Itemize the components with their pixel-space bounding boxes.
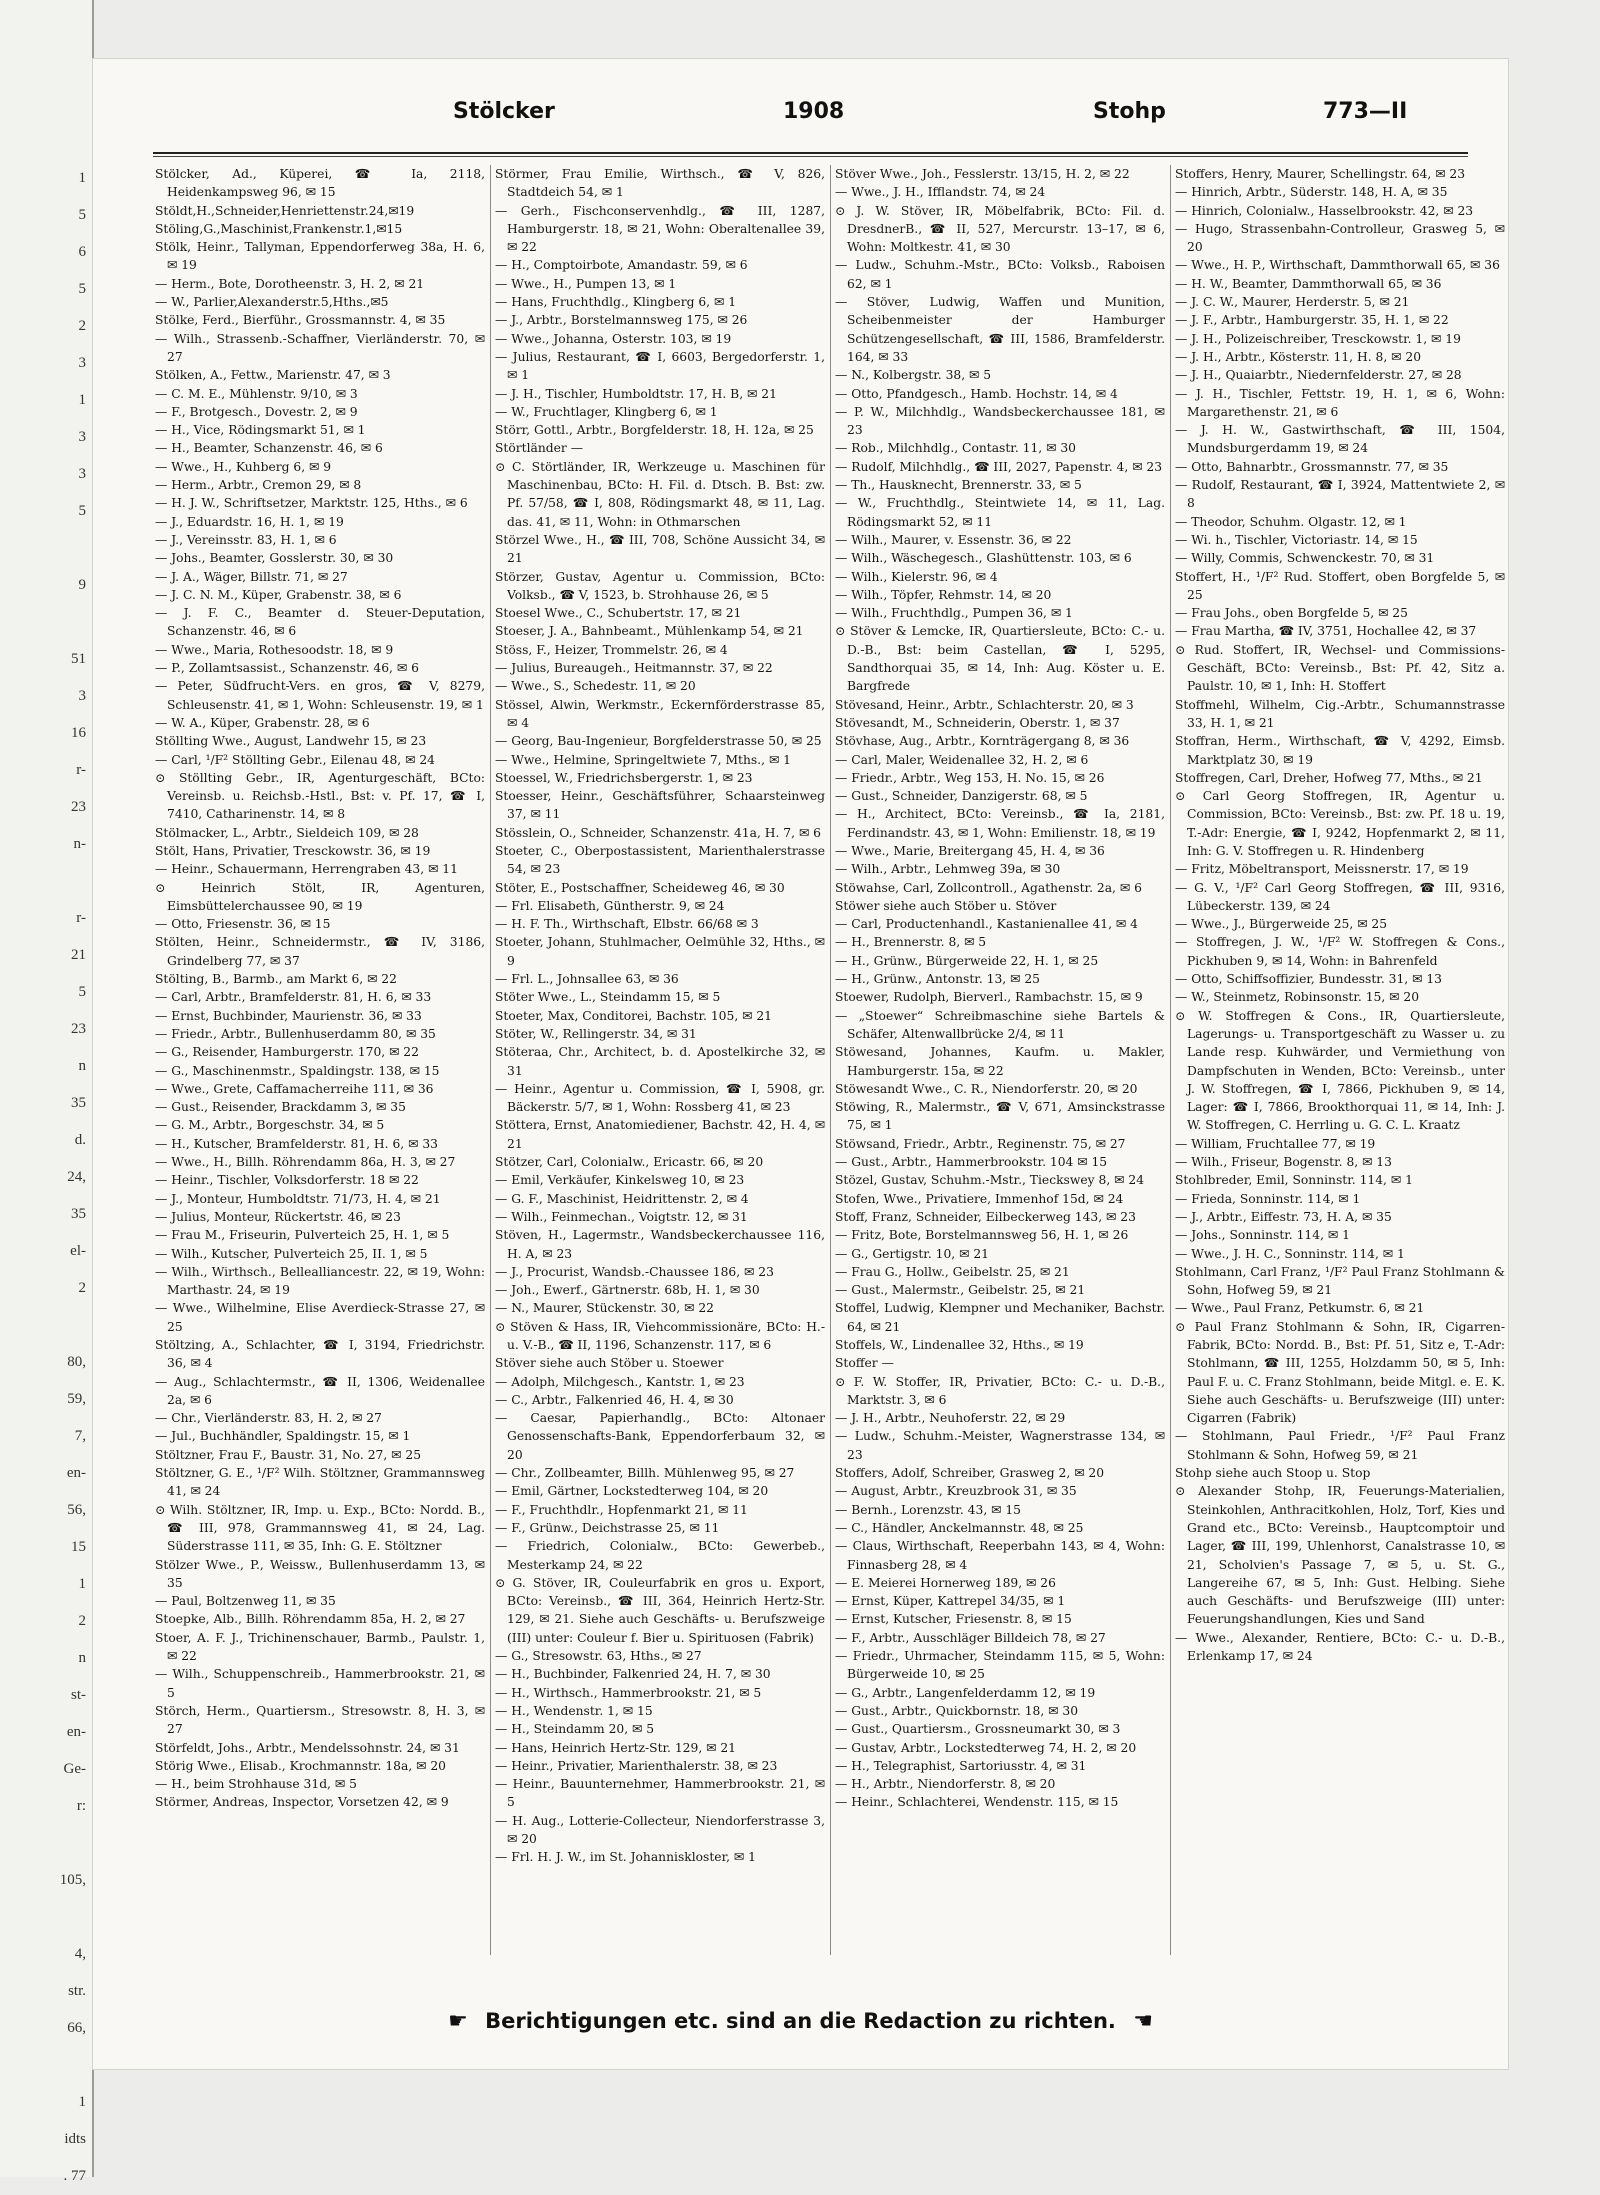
directory-entry: — Wwe., J. H., Ifflandstr. 74, ✉ 24 xyxy=(835,185,1046,200)
directory-entry: — Stohlmann, Paul Friedr., ¹/F² Paul Franz Stohlmann & Sohn, Hofweg 59, ✉ 21 xyxy=(1175,1429,1505,1462)
directory-entry: — Heinr., Bauunternehmer, Hammerbrookstr. 21, ✉ 5 xyxy=(495,1777,825,1810)
directory-entry: Stoffer — xyxy=(835,1356,894,1371)
directory-entry: Stoepke, Alb., Billh. Röhrendamm 85a, H. 2, ✉ 27 xyxy=(155,1612,466,1627)
directory-entry: — J. H., Quaiarbtr., Niedernfelderstr. 27, ✉ 28 xyxy=(1175,368,1462,383)
directory-entry: — Ludw., Schuhm.-Meister, Wagnerstrasse 134, ✉ 23 xyxy=(835,1429,1165,1462)
directory-entry: Stoessel, W., Friedrichsbergerstr. 1, ✉ 23 xyxy=(495,770,753,785)
directory-entry: — Wwe., Grete, Caffamacherreihe 111, ✉ 36 xyxy=(155,1081,434,1096)
directory-entry: — Fritz, Möbeltransport, Meissnerstr. 17, ✉ 19 xyxy=(1175,862,1469,877)
directory-entry: — Paul, Boltzenweg 11, ✉ 35 xyxy=(155,1594,336,1609)
directory-entry: Stövhase, Aug., Arbtr., Kornträgergang 8, ✉ 36 xyxy=(835,734,1130,749)
directory-entry: — G., Reisender, Hamburgerstr. 170, ✉ 22 xyxy=(155,1045,419,1060)
directory-entry: — J., Monteur, Humboldtstr. 71/73, H. 4, ✉ 21 xyxy=(155,1191,441,1206)
directory-entry: Stössel, Alwin, Werkmstr., Eckernförderstrasse 85, ✉ 4 xyxy=(495,697,825,730)
directory-entry: — Wilh., Feinmechan., Voigtstr. 12, ✉ 31 xyxy=(495,1209,748,1224)
directory-entry: — Gustav, Arbtr., Lockstedterweg 74, H. 2, ✉ 20 xyxy=(835,1740,1137,1755)
directory-entry: Stölken, A., Fettw., Marienstr. 47, ✉ 3 xyxy=(155,368,391,383)
directory-entry: Stöven, H., Lagermstr., Wandsbeckerchaussee 116, H. A, ✉ 23 xyxy=(495,1228,825,1261)
directory-entry: — H., Comptoirbote, Amandastr. 59, ✉ 6 xyxy=(495,258,748,273)
directory-entry: — Stöver, Ludwig, Waffen und Munition, Scheibenmeister der Hamburger Schützengesellschaft, ☎ III, 1586, Bramfelderstr. 164, ✉ 33 xyxy=(835,295,1165,364)
directory-entry: Störch, Herm., Quartiersm., Stresowstr. 8, H. 3, ✉ 27 xyxy=(155,1703,485,1737)
directory-entry: Stoffmehl, Wilhelm, Cig.-Arbtr., Schumannstrasse 33, H. 1, ✉ 21 xyxy=(1175,697,1505,730)
directory-entry: — Wwe., H., Billh. Röhrendamm 86a, H. 3, ✉ 27 xyxy=(155,1155,456,1170)
directory-entry: — Ludw., Schuhm.-Mstr., BCto: Volksb., Raboisen 62, ✉ 1 xyxy=(835,258,1165,291)
directory-entry: — Th., Hausknecht, Brennerstr. 33, ✉ 5 xyxy=(835,478,1082,493)
directory-entry: — Georg, Bau-Ingenieur, Borgfelderstrasse 50, ✉ 25 xyxy=(495,734,822,749)
directory-entry: Stoeter, Johann, Stuhlmacher, Oelmühle 32, Hths., ✉ 9 xyxy=(495,935,825,968)
directory-entry: — F., Grünw., Deichstrasse 25, ✉ 11 xyxy=(495,1520,720,1535)
directory-entry: Stöttera, Ernst, Anatomiediener, Bachstr. 42, H. 4, ✉ 21 xyxy=(495,1118,825,1151)
directory-entry: — Frl. L., Johnsallee 63, ✉ 36 xyxy=(495,972,679,987)
directory-entry: Stöter, E., Postschaffner, Scheideweg 46, ✉ 30 xyxy=(495,880,785,895)
directory-entry: ⊙ W. Stoffregen & Cons., IR, Quartiersleute, Lagerungs- u. Transportgeschäft zu Wasser u. zu Lande resp. Kuhwärder, und Vermiethung von Dampfschuten in Wenden, BCto: Vereinsb., unter J. W. Stoffregen, ☎ I, 7866, Pickhuben 9, ✉ 14, Lager: ☎ I, 7866, Brookthorquai 11, ✉ 14, Inh: J. W. Stoffregen, C. Herrling u. G. C. L. Kraatz xyxy=(1175,1008,1505,1133)
directory-entry: — Wilh., Kutscher, Pulverteich 25, II. 1, ✉ 5 xyxy=(155,1246,428,1261)
directory-entry: Stoffels, W., Lindenallee 32, Hths., ✉ 19 xyxy=(835,1338,1084,1352)
directory-entry: Stöllting Wwe., August, Landwehr 15, ✉ 23 xyxy=(155,734,427,749)
directory-entry: Stohp siehe auch Stoop u. Stop xyxy=(1175,1466,1371,1481)
directory-entry: — Ernst, Kutscher, Friesenstr. 8, ✉ 15 xyxy=(835,1612,1072,1627)
directory-entry: — Chr., Vierländerstr. 83, H. 2, ✉ 27 xyxy=(155,1411,382,1426)
directory-entry: — Herm., Arbtr., Cremon 29, ✉ 8 xyxy=(155,478,362,493)
directory-entry: Stoewer, Rudolph, Bierverl., Rambachstr. 15, ✉ 9 xyxy=(835,990,1143,1005)
directory-entry: Stöteraa, Chr., Architect, b. d. Apostelkirche 32, ✉ 31 xyxy=(495,1045,825,1078)
directory-entry: — Gust., Arbtr., Quickbornstr. 18, ✉ 30 xyxy=(835,1703,1079,1718)
directory-entry: Stoffran, Herm., Wirthschaft, ☎ V, 4292, Eimsb. Marktplatz 30, ✉ 19 xyxy=(1175,734,1505,767)
directory-entry: — Stoffregen, J. W., ¹/F² W. Stoffregen & Cons., Pickhuben 9, ✉ 14, Wohn: in Bahrenfeld xyxy=(1175,935,1505,968)
directory-entry: — W., Parlier,Alexanderstr.5,Hths.,✉5 xyxy=(155,295,389,310)
directory-entry: — Frau Martha, ☎ IV, 3751, Hochallee 42, ✉ 37 xyxy=(1175,624,1477,639)
footer-text: Berichtigungen etc. sind an die Redaction zu richten. xyxy=(485,2009,1116,2033)
directory-entry: — Rudolf, Milchhdlg., ☎ III, 2027, Papenstr. 4, ✉ 23 xyxy=(835,459,1163,474)
directory-entry: Stöter, W., Rellingerstr. 34, ✉ 31 xyxy=(495,1026,697,1041)
directory-entry: — Wwe., H., Pumpen 13, ✉ 1 xyxy=(495,276,677,291)
directory-entry: ⊙ Heinrich Stölt, IR, Agenturen, Eimsbüttelerchaussee 90, ✉ 19 xyxy=(155,880,485,913)
directory-entry: — H., Kutscher, Bramfelderstr. 81, H. 6, ✉ 33 xyxy=(155,1136,438,1151)
directory-entry: — Heinr., Schlachterei, Wendenstr. 115, ✉ 15 xyxy=(835,1795,1119,1810)
directory-entry: ⊙ Stöver & Lemcke, IR, Quartiersleute, BCto: C.- u. D.-B., Bst: beim Castellan, ☎ I, 5295, Sandthorquai 35, ✉ 14, Inh: Aug. Köster u. E. Bargfrede xyxy=(835,624,1165,694)
directory-entry: — Friedr., Uhrmacher, Steindamm 115, ✉ 5, Wohn: Bürgerweide 10, ✉ 25 xyxy=(835,1649,1165,1682)
directory-entry: — C. M. E., Mühlenstr. 9/10, ✉ 3 xyxy=(155,386,358,401)
directory-entry: — H., Buchbinder, Falkenried 24, H. 7, ✉ 30 xyxy=(495,1667,771,1682)
directory-entry: Stöver Wwe., Joh., Fesslerstr. 13/15, H. 2, ✉ 22 xyxy=(835,167,1130,181)
directory-entry: — Julius, Monteur, Rückertstr. 46, ✉ 23 xyxy=(155,1209,401,1224)
directory-entry: — Adolph, Milchgesch., Kantstr. 1, ✉ 23 xyxy=(495,1374,745,1389)
directory-entry: — J. H., Arbtr., Kösterstr. 11, H. 8, ✉ 20 xyxy=(1175,349,1422,364)
directory-entry: ⊙ C. Störtländer, IR, Werkzeuge u. Maschinen für Maschinenbau, BCto: H. Fil. d. Dtsch. B. Bst: zw. Pf. 57/58, ☎ I, 808, Rödingsmarkt 48, ✉ 11, Lag. das. 41, ✉ 11, Wohn: in Othmarschen xyxy=(495,459,825,529)
directory-entry: Stölmacker, L., Arbtr., Sieldeich 109, ✉ 28 xyxy=(155,825,419,840)
directory-entry: Stölten, Heinr., Schneidermstr., ☎ IV, 3186, Grindelberg 77, ✉ 37 xyxy=(155,935,485,968)
directory-entry: Störfeldt, Johs., Arbtr., Mendelssohnstr. 24, ✉ 31 xyxy=(155,1740,460,1755)
directory-entry: Stofen, Wwe., Privatiere, Immenhof 15d, ✉ 24 xyxy=(835,1191,1124,1206)
directory-entry: — H., Beamter, Schanzenstr. 46, ✉ 6 xyxy=(155,441,383,456)
directory-entry: — Chr., Zollbeamter, Billh. Mühlenweg 95, ✉ 27 xyxy=(495,1466,795,1481)
directory-entry: — Wilh., Töpfer, Rehmstr. 14, ✉ 20 xyxy=(835,587,1052,602)
directory-entry: — P., Zollamtsassist., Schanzenstr. 46, ✉ 6 xyxy=(155,661,419,676)
directory-entry: — Bernh., Lorenzstr. 43, ✉ 15 xyxy=(835,1502,1022,1517)
directory-entry: — C., Arbtr., Falkenried 46, H. 4, ✉ 30 xyxy=(495,1392,734,1407)
directory-entry: ⊙ Wilh. Stöltzner, IR, Imp. u. Exp., BCto: Nordd. B., ☎ III, 978, Grammannsweg 41, ✉ 24, Lag. Süderstrasse 111, ✉ 35, Inh: G. E. Stöltzner xyxy=(155,1502,485,1554)
directory-entry: — Wwe., Johanna, Osterstr. 103, ✉ 19 xyxy=(495,331,732,346)
directory-entry: Stohlbreder, Emil, Sonninstr. 114, ✉ 1 xyxy=(1175,1173,1413,1188)
directory-entry: — W., Fruchtlager, Klingberg 6, ✉ 1 xyxy=(495,404,718,419)
directory-entry: — H., Steindamm 20, ✉ 5 xyxy=(495,1722,655,1737)
directory-entry: Störmer, Frau Emilie, Wirthsch., ☎ V, 826, Stadtdeich 54, ✉ 1 xyxy=(495,167,825,200)
directory-entry: — Otto, Pfandgesch., Hamb. Hochstr. 14, ✉ 4 xyxy=(835,386,1118,401)
directory-entry: Stötzer, Carl, Colonialw., Ericastr. 66, ✉ 20 xyxy=(495,1155,764,1170)
directory-entry: — H., Brennerstr. 8, ✉ 5 xyxy=(835,935,987,950)
directory-entry: — Friedr., Arbtr., Weg 153, H. No. 15, ✉ 26 xyxy=(835,770,1105,785)
directory-entry: Stoeter, Max, Conditorei, Bachstr. 105, ✉ 21 xyxy=(495,1008,772,1023)
directory-entry: Stöter Wwe., L., Steindamm 15, ✉ 5 xyxy=(495,990,721,1005)
directory-entry: — Ernst, Küper, Kattrepel 34/35, ✉ 1 xyxy=(835,1594,1066,1609)
directory-entry: — P. W., Milchhdlg., Wandsbeckerchaussee 181, ✉ 23 xyxy=(835,404,1165,438)
directory-entry: — Gust., Schneider, Danzigerstr. 68, ✉ 5 xyxy=(835,789,1088,804)
directory-entry: — G. F., Maschinist, Heidrittenstr. 2, ✉ 4 xyxy=(495,1191,749,1206)
directory-entry: Stöltzner, G. E., ¹/F² Wilh. Stöltzner, Grammannsweg 41, ✉ 24 xyxy=(155,1466,485,1499)
directory-entry: Stoer, A. F. J., Trichinenschauer, Barmb., Paulstr. 1, ✉ 22 xyxy=(155,1630,485,1664)
directory-entry: — J. C. W., Maurer, Herderstr. 5, ✉ 21 xyxy=(1175,295,1410,310)
directory-entry: — Jul., Buchhändler, Spaldingstr. 15, ✉ 1 xyxy=(155,1429,411,1444)
directory-entry: Störmer, Andreas, Inspector, Vorsetzen 42, ✉ 9 xyxy=(155,1795,449,1810)
directory-entry: — Wilh., Arbtr., Lehmweg 39a, ✉ 30 xyxy=(835,862,1061,877)
directory-entry: — F., Brotgesch., Dovestr. 2, ✉ 9 xyxy=(155,404,358,419)
directory-entry: — Wwe., Marie, Breitergang 45, H. 4, ✉ 36 xyxy=(835,843,1105,858)
directory-entry: — Wwe., S., Schedestr. 11, ✉ 20 xyxy=(495,679,696,694)
directory-entry: — Wwe., Paul Franz, Petkumstr. 6, ✉ 21 xyxy=(1175,1301,1425,1316)
directory-entry: — G., Maschinenmstr., Spaldingstr. 138, ✉ 15 xyxy=(155,1063,440,1078)
directory-entry: Stövesand, Heinr., Arbtr., Schlachterstr. 20, ✉ 3 xyxy=(835,697,1134,712)
directory-entry: — J. H. W., Gastwirthschaft, ☎ III, 1504, Mundsburgerdamm 19, ✉ 24 xyxy=(1175,423,1505,456)
directory-entry: — „Stoewer“ Schreibmaschine siehe Bartels & Schäfer, Altenwallbrücke 2/4, ✉ 11 xyxy=(835,1008,1165,1041)
directory-entry: Stöltzner, Frau F., Baustr. 31, No. 27, ✉ 25 xyxy=(155,1447,422,1462)
directory-entry: Stoffers, Henry, Maurer, Schellingstr. 64, ✉ 23 xyxy=(1175,167,1466,181)
directory-entry: — Heinr., Tischler, Volksdorferstr. 18 ✉ 22 xyxy=(155,1173,419,1188)
column-divider xyxy=(1170,165,1171,1955)
directory-entry: — Frau G., Hollw., Geibelstr. 25, ✉ 21 xyxy=(835,1264,1070,1279)
directory-entry: ⊙ Carl Georg Stoffregen, IR, Agentur u. Commission, BCto: Vereinsb., Bst: zw. Pf. 18 u. 19, T.-Adr: Energie, ☎ I, 9242, Hopfenmarkt 2, ✉ 11, Inh: G. V. Stoffregen u. R. Hindenberg xyxy=(1175,789,1505,858)
directory-entry: — H. W., Beamter, Dammthorwall 65, ✉ 36 xyxy=(1175,276,1442,291)
directory-entry: — Gust., Reisender, Brackdamm 3, ✉ 35 xyxy=(155,1100,406,1115)
column-4 xyxy=(1175,165,1505,1955)
header-rule xyxy=(153,152,1468,154)
directory-entry: Stövesandt, M., Schneiderin, Oberstr. 1, ✉ 37 xyxy=(835,715,1120,730)
adjacent-page-strip xyxy=(0,0,94,2184)
directory-entry: — Willy, Commis, Schwenckestr. 70, ✉ 31 xyxy=(1175,551,1435,566)
directory-entry: — Otto, Schiffsoffizier, Bundesstr. 31, ✉ 13 xyxy=(1175,972,1442,987)
directory-entry: — Wilh., Wirthsch., Bellealliancestr. 22, ✉ 19, Wohn: Marthastr. 24, ✉ 19 xyxy=(155,1264,485,1298)
directory-entry: Störig Wwe., Elisab., Krochmannstr. 18a, ✉ 20 xyxy=(155,1758,446,1773)
directory-entry: — Otto, Friesenstr. 36, ✉ 15 xyxy=(155,917,331,932)
directory-entry: — Wilh., Kielerstr. 96, ✉ 4 xyxy=(835,569,998,584)
directory-entry: — Julius, Restaurant, ☎ I, 6603, Bergedorferstr. 1, ✉ 1 xyxy=(495,349,825,383)
directory-entry: — Wwe., Helmine, Springeltwiete 7, Mths., ✉ 1 xyxy=(495,752,791,767)
directory-entry: — H., Grünw., Antonstr. 13, ✉ 25 xyxy=(835,972,1040,987)
directory-entry: Störtländer — xyxy=(495,441,584,456)
directory-entry: — J., Procurist, Wandsb.-Chaussee 186, ✉ 23 xyxy=(495,1264,774,1279)
directory-entry: — Otto, Bahnarbtr., Grossmannstr. 77, ✉ 35 xyxy=(1175,459,1449,474)
directory-entry: — Gerh., Fischconservenhdlg., ☎ III, 1287, Hamburgerstr. 18, ✉ 21, Wohn: Oberaltenallee 39, ✉ 22 xyxy=(495,203,825,255)
column-2 xyxy=(495,165,825,1955)
header-rule-thin xyxy=(153,156,1468,157)
directory-entry: — H. Aug., Lotterie-Collecteur, Niendorferstrasse 3, ✉ 20 xyxy=(495,1813,825,1847)
header-first-entry: Stölcker xyxy=(453,99,555,124)
directory-entry: — H., Arbtr., Niendorferstr. 8, ✉ 20 xyxy=(835,1777,1056,1792)
directory-entry: — J. A., Wäger, Billstr. 71, ✉ 27 xyxy=(155,569,348,584)
directory-entry: — J. F., Arbtr., Hamburgerstr. 35, H. 1, ✉ 22 xyxy=(1175,313,1449,328)
directory-entry: ⊙ Alexander Stohp, IR, Feuerungs-Materialien, Steinkohlen, Anthracitkohlen, Holz, Torf, Kies und Grand etc., BCto: Vereinsb., Hauptcomptoir und Lager, ☎ III, 199, Uhlenhorst, Canalstrasse 10, ✉ 21, Scholvien's Passage 7, ✉ 5, u. St. G., Langereihe 67, ✉ 5, Inh: Gust. Helbing. Siehe auch Geschäfts- und Berufszweige (III) unter: Feuerungshandlungen, Kies und Sand xyxy=(1175,1484,1505,1627)
directory-entry: — J. H., Tischler, Fettstr. 19, H. 1, ✉ 6, Wohn: Margarethenstr. 21, ✉ 6 xyxy=(1175,386,1505,419)
directory-entry: Stölke, Ferd., Bierführ., Grossmannstr. 4, ✉ 35 xyxy=(155,313,446,328)
directory-entry: — G., Arbtr., Langenfelderdamm 12, ✉ 19 xyxy=(835,1685,1096,1700)
directory-entry: — J. C. N. M., Küper, Grabenstr. 38, ✉ 6 xyxy=(155,587,402,602)
directory-entry: — G. V., ¹/F² Carl Georg Stoffregen, ☎ III, 9316, Lübeckerstr. 139, ✉ 24 xyxy=(1175,880,1505,913)
footer-notice xyxy=(93,2009,1508,2034)
directory-entry: — Theodor, Schuhm. Olgastr. 12, ✉ 1 xyxy=(1175,514,1407,529)
directory-entry: — Frau Johs., oben Borgfelde 5, ✉ 25 xyxy=(1175,606,1408,621)
directory-entry: — Wwe., Maria, Rothesoodstr. 18, ✉ 9 xyxy=(155,642,394,657)
directory-entry: — Wwe., J. H. C., Sonninstr. 114, ✉ 1 xyxy=(1175,1246,1405,1261)
directory-entry: — Friedrich, Colonialw., BCto: Gewerbeb., Mesterkamp 24, ✉ 22 xyxy=(495,1539,825,1572)
directory-entry: — J. H., Arbtr., Neuhoferstr. 22, ✉ 29 xyxy=(835,1411,1066,1426)
directory-entry: Stöver siehe auch Stöber u. Stoewer xyxy=(495,1356,724,1371)
directory-entry: Stoffers, Adolf, Schreiber, Grasweg 2, ✉ 20 xyxy=(835,1466,1105,1481)
directory-entry: — Wwe., Alexander, Rentiere, BCto: C.- u. D.-B., Erlenkamp 17, ✉ 24 xyxy=(1175,1630,1505,1664)
directory-entry: — Hans, Fruchthdlg., Klingberg 6, ✉ 1 xyxy=(495,295,737,310)
directory-entry: — Carl, Maler, Weidenallee 32, H. 2, ✉ 6 xyxy=(835,752,1089,767)
directory-entry: — Ernst, Buchbinder, Maurienstr. 36, ✉ 33 xyxy=(155,1008,422,1023)
column-divider xyxy=(490,165,491,1955)
directory-entry: — Aug., Schlachtermstr., ☎ II, 1306, Weidenallee 2a, ✉ 6 xyxy=(155,1374,485,1407)
directory-entry: — Frl. Elisabeth, Güntherstr. 9, ✉ 24 xyxy=(495,898,725,913)
column-3 xyxy=(835,165,1165,1955)
directory-entry: Stoesel Wwe., C., Schubertstr. 17, ✉ 21 xyxy=(495,606,742,621)
directory-entry: — E. Meierei Hornerweg 189, ✉ 26 xyxy=(835,1575,1056,1590)
directory-entry: — Rob., Milchhdlg., Contastr. 11, ✉ 30 xyxy=(835,441,1076,456)
directory-entry: — H., Vice, Rödingsmarkt 51, ✉ 1 xyxy=(155,423,366,438)
directory-entry: Stölcker, Ad., Küperei, ☎ Ia, 2118, Heidenkampsweg 96, ✉ 15 xyxy=(155,167,485,200)
directory-entry: Stöwesand, Johannes, Kaufm. u. Makler, Hamburgerstr. 15a, ✉ 22 xyxy=(835,1045,1165,1078)
directory-entry: — Frau M., Friseurin, Pulverteich 25, H. 1, ✉ 5 xyxy=(155,1228,450,1243)
column-divider xyxy=(830,165,831,1955)
directory-entry: — H., Wendenstr. 1, ✉ 15 xyxy=(495,1703,653,1718)
directory-entry: Stöwsand, Friedr., Arbtr., Reginenstr. 75, ✉ 27 xyxy=(835,1136,1126,1151)
directory-entry: Stösslein, O., Schneider, Schanzenstr. 41a, H. 7, ✉ 6 xyxy=(495,825,821,840)
directory-entry: Stoffregen, Carl, Dreher, Hofweg 77, Mths., ✉ 21 xyxy=(1175,770,1483,785)
directory-entry: Stölting, B., Barmb., am Markt 6, ✉ 22 xyxy=(155,972,397,987)
directory-entry: — Caesar, Papierhandlg., BCto: Altonaer Genossenschafts-Bank, Eppendorferbaum 32, ✉ 20 xyxy=(495,1411,825,1462)
directory-entry: — W. A., Küper, Grabenstr. 28, ✉ 6 xyxy=(155,715,370,730)
directory-entry: — Rudolf, Restaurant, ☎ I, 3924, Mattentwiete 2, ✉ 8 xyxy=(1175,478,1505,511)
directory-entry: — Gust., Arbtr., Hammerbrookstr. 104 ✉ 15 xyxy=(835,1155,1108,1170)
directory-entry: Stöss, F., Heizer, Trommelstr. 26, ✉ 4 xyxy=(495,642,728,657)
directory-entry: — Wwe., J., Bürgerweide 25, ✉ 25 xyxy=(1175,917,1388,932)
directory-entry: — J., Eduardstr. 16, H. 1, ✉ 19 xyxy=(155,514,344,529)
directory-entry: — Emil, Verkäufer, Kinkelsweg 10, ✉ 23 xyxy=(495,1173,745,1188)
directory-entry: Störr, Gottl., Arbtr., Borgfelderstr. 18, H. 12a, ✉ 25 xyxy=(495,423,814,438)
directory-entry: Störzer, Gustav, Agentur u. Commission, BCto: Volksb., ☎ V, 1523, b. Strohhause 26, ✉ 5 xyxy=(495,569,825,602)
directory-entry: — Wilh., Schuppenschreib., Hammerbrookstr. 21, ✉ 5 xyxy=(155,1667,485,1700)
directory-entry: — Joh., Ewerf., Gärtnerstr. 68b, H. 1, ✉ 30 xyxy=(495,1283,760,1298)
header-year: 1908 xyxy=(783,99,845,124)
directory-entry: — Wilh., Friseur, Bogenstr. 8, ✉ 13 xyxy=(1175,1155,1392,1170)
directory-entry: — Johs., Sonninstr. 114, ✉ 1 xyxy=(1175,1228,1350,1243)
directory-entry: Stölt, Hans, Privatier, Tresckowstr. 36, ✉ 19 xyxy=(155,843,431,858)
directory-entry: — H. J. W., Schriftsetzer, Marktstr. 125, Hths., ✉ 6 xyxy=(155,496,468,511)
directory-entry: — G. M., Arbtr., Borgeschstr. 34, ✉ 5 xyxy=(155,1118,385,1133)
columns xyxy=(155,165,1510,1955)
directory-entry: — Friedr., Arbtr., Bullenhuserdamm 80, ✉ 35 xyxy=(155,1026,436,1041)
directory-entry: Stöwesandt Wwe., C. R., Niendorferstr. 20, ✉ 20 xyxy=(835,1081,1138,1096)
directory-entry: — J., Vereinsstr. 83, H. 1, ✉ 6 xyxy=(155,532,337,547)
directory-entry: — Hugo, Strassenbahn-Controlleur, Grasweg 5, ✉ 20 xyxy=(1175,221,1505,255)
directory-entry: — F., Arbtr., Ausschläger Billdeich 78, ✉ 27 xyxy=(835,1630,1106,1645)
directory-entry: Stoeter, C., Oberpostassistent, Marienthalerstrasse 54, ✉ 23 xyxy=(495,843,825,877)
directory-entry: — Wwe., Wilhelmine, Elise Averdieck-Strasse 27, ✉ 25 xyxy=(155,1301,485,1334)
directory-entry: — Hinrich, Colonialw., Hasselbrookstr. 42, ✉ 23 xyxy=(1175,203,1474,218)
directory-entry: ⊙ Rud. Stoffert, IR, Wechsel- und Commissions-Geschäft, BCto: Vereinsb., Bst: Pf. 42, Sitz a. Paulstr. 10, ✉ 1, Inh: H. Stoffert xyxy=(1175,642,1505,694)
directory-entry: — H., Telegraphist, Sartoriusstr. 4, ✉ 31 xyxy=(835,1758,1087,1773)
directory-entry: — Heinr., Schauermann, Herrengraben 43, ✉ 11 xyxy=(155,862,458,877)
directory-entry: — Hans, Heinrich Hertz-Str. 129, ✉ 21 xyxy=(495,1740,737,1755)
column-1 xyxy=(155,165,485,1955)
directory-entry: — Julius, Bureaugeh., Heitmannstr. 37, ✉ 22 xyxy=(495,661,773,676)
directory-entry: — Wwe., H. P., Wirthschaft, Dammthorwall 65, ✉ 36 xyxy=(1175,258,1500,273)
adjacent-page-fragments: 1 5 6 5 2 3 1 3 3 5 9 51 3 16 r- 23 n- r- 21 5 23 n 35 d. 24, 35 el- 2 80, 59, 7, en- 56, 15 1 2 n st- en- Ge- r: 105, 4, str. 66, 1 idts . 77 xyxy=(59,170,86,2184)
directory-entry: — Carl, Productenhandl., Kastanienallee 41, ✉ 4 xyxy=(835,917,1138,932)
directory-entry: — J. F. C., Beamter d. Steuer-Deputation, Schanzenstr. 46, ✉ 6 xyxy=(155,606,485,639)
directory-entry: Stöwahse, Carl, Zollcontroll., Agathenstr. 2a, ✉ 6 xyxy=(835,880,1142,895)
directory-entry: — Herm., Bote, Dorotheenstr. 3, H. 2, ✉ 21 xyxy=(155,276,425,291)
directory-entry: — Emil, Gärtner, Lockstedterweg 104, ✉ 20 xyxy=(495,1484,769,1499)
directory-entry: Stoffert, H., ¹/F² Rud. Stoffert, oben Borgfelde 5, ✉ 25 xyxy=(1175,569,1505,602)
directory-entry: — N., Kolbergstr. 38, ✉ 5 xyxy=(835,368,992,383)
directory-entry: — Wwe., H., Kuhberg 6, ✉ 9 xyxy=(155,459,332,474)
directory-entry: — J., Arbtr., Borstelmannsweg 175, ✉ 26 xyxy=(495,313,748,328)
directory-entry: Stohlmann, Carl Franz, ¹/F² Paul Franz Stohlmann & Sohn, Hofweg 59, ✉ 21 xyxy=(1175,1264,1505,1298)
directory-entry: Stoesser, Heinr., Geschäftsführer, Schaarsteinweg 37, ✉ 11 xyxy=(495,789,825,822)
directory-entry: Stöldt,H.,Schneider,Henriettenstr.24,✉19 xyxy=(155,203,415,218)
header-last-entry: Stohp xyxy=(1093,99,1166,124)
directory-entry: — Wilh., Wäschegesch., Glashüttenstr. 103, ✉ 6 xyxy=(835,551,1132,566)
directory-entry: ⊙ F. W. Stoffer, IR, Privatier, BCto: C.- u. D.-B., Marktstr. 3, ✉ 6 xyxy=(835,1374,1165,1407)
directory-entry: — Peter, Südfrucht-Vers. en gros, ☎ V, 8279, Schleusenstr. 41, ✉ 1, Wohn: Schleusenstr. 19, ✉ 1 xyxy=(155,679,485,712)
directory-entry: — H. F. Th., Wirthschaft, Elbstr. 66/68 ✉ 3 xyxy=(495,917,759,932)
directory-entry: Stöltzing, A., Schlachter, ☎ I, 3194, Friedrichstr. 36, ✉ 4 xyxy=(155,1338,485,1371)
directory-entry: — J. H., Polizeischreiber, Tresckowstr. 1, ✉ 19 xyxy=(1175,331,1461,346)
page-number: 773—II xyxy=(1323,99,1408,124)
directory-entry: — J., Arbtr., Eiffestr. 73, H. A, ✉ 35 xyxy=(1175,1209,1392,1224)
directory-entry: — Heinr., Privatier, Marienthalerstr. 38, ✉ 23 xyxy=(495,1758,778,1773)
pointing-hand-right-icon: ☛ xyxy=(448,2009,468,2034)
directory-entry: — Wilh., Strassenb.-Schaffner, Vierländerstr. 70, ✉ 27 xyxy=(155,331,485,364)
directory-entry: — Gust., Quartiersm., Grossneumarkt 30, ✉ 3 xyxy=(835,1722,1121,1737)
pointing-hand-left-icon: ☚ xyxy=(1133,2009,1153,2034)
directory-entry: Stöwer siehe auch Stöber u. Stöver xyxy=(835,898,1057,913)
page-header xyxy=(93,99,1508,159)
directory-entry: — C., Händler, Anckelmannstr. 48, ✉ 25 xyxy=(835,1520,1084,1535)
directory-entry: — Gust., Malermstr., Geibelstr. 25, ✉ 21 xyxy=(835,1283,1086,1298)
directory-entry: — Wi. h., Tischler, Victoriastr. 14, ✉ 15 xyxy=(1175,532,1418,547)
directory-entry: Stözel, Gustav, Schuhm.-Mstr., Tieckswey 8, ✉ 24 xyxy=(835,1173,1145,1188)
directory-entry: — H., Wirthsch., Hammerbrookstr. 21, ✉ 5 xyxy=(495,1685,762,1700)
directory-entry: — Carl, ¹/F² Stöllting Gebr., Eilenau 48, ✉ 24 xyxy=(155,752,435,767)
directory-entry: Stoeser, J. A., Bahnbeamt., Mühlenkamp 54, ✉ 21 xyxy=(495,624,804,639)
directory-entry: — Frieda, Sonninstr. 114, ✉ 1 xyxy=(1175,1191,1361,1206)
directory-entry: — N., Maurer, Stückenstr. 30, ✉ 22 xyxy=(495,1301,714,1316)
directory-entry: — Johs., Beamter, Gosslerstr. 30, ✉ 30 xyxy=(155,551,394,566)
directory-entry: — F., Fruchthdlr., Hopfenmarkt 21, ✉ 11 xyxy=(495,1502,748,1517)
directory-entry: — William, Fruchtallee 77, ✉ 19 xyxy=(1175,1136,1376,1151)
directory-entry: — H., Architect, BCto: Vereinsb., ☎ Ia, 2181, Ferdinandstr. 43, ✉ 1, Wohn: Emilienstr. 18, ✉ 19 xyxy=(835,807,1165,840)
directory-entry: Stöwing, R., Malermstr., ☎ V, 671, Amsinckstrasse 75, ✉ 1 xyxy=(835,1100,1165,1133)
directory-entry: — H., Grünw., Bürgerweide 22, H. 1, ✉ 25 xyxy=(835,953,1099,968)
directory-entry: Störzel Wwe., H., ☎ III, 708, Schöne Aussicht 34, ✉ 21 xyxy=(495,532,825,566)
directory-entry: — Wilh., Maurer, v. Essenstr. 36, ✉ 22 xyxy=(835,532,1072,547)
directory-entry: — G., Gertigstr. 10, ✉ 21 xyxy=(835,1246,989,1261)
directory-entry: — Claus, Wirthschaft, Reeperbahn 143, ✉ 4, Wohn: Finnasberg 28, ✉ 4 xyxy=(835,1539,1165,1572)
directory-entry: ⊙ Paul Franz Stohlmann & Sohn, IR, Cigarren-Fabrik, BCto: Nordd. B., Bst: Pf. 51, Sitz e, T.-Adr: Stohlmann, ☎ III, 1255, Holzdamm 50, ✉ 5, Inh: Paul F. u. C. Franz Stohlmann, beide Mitgl. e. E. K. Siehe auch Geschäfts- u. Berufszweige (III) unter: Cigarren (Fabrik) xyxy=(1175,1319,1505,1426)
directory-entry: — W., Steinmetz, Robinsonstr. 15, ✉ 20 xyxy=(1175,990,1420,1005)
directory-entry: — Heinr., Agentur u. Commission, ☎ I, 5908, gr. Bäckerstr. 5/7, ✉ 1, Wohn: Rossberg 41, ✉ 23 xyxy=(495,1081,825,1115)
directory-entry: — J. H., Tischler, Humboldtstr. 17, H. B, ✉ 21 xyxy=(495,386,777,401)
directory-entry: ⊙ Stöllting Gebr., IR, Agenturgeschäft, BCto: Vereinsb. u. Reichsb.-Hstl., Bst: v. Pf. 17, ☎ I, 7410, Catharinenstr. 14, ✉ 8 xyxy=(155,770,485,822)
directory-entry: — Fritz, Bote, Borstelmannsweg 56, H. 1, ✉ 26 xyxy=(835,1228,1129,1243)
directory-entry: Stölzer Wwe., P., Weissw., Bullenhuserdamm 13, ✉ 35 xyxy=(155,1557,485,1590)
directory-page xyxy=(92,58,1509,2070)
directory-entry: Stölk, Heinr., Tallyman, Eppendorferweg 38a, H. 6, ✉ 19 xyxy=(155,240,485,273)
directory-entry: — Frl. H. J. W., im St. Johanniskloster, ✉ 1 xyxy=(495,1850,756,1865)
directory-entry: — Wilh., Fruchthdlg., Pumpen 36, ✉ 1 xyxy=(835,606,1073,621)
directory-entry: — Hinrich, Arbtr., Süderstr. 148, H. A, ✉ 35 xyxy=(1175,185,1448,200)
directory-entry: — W., Fruchthdlg., Steintwiete 14, ✉ 11, Lag. Rödingsmarkt 52, ✉ 11 xyxy=(835,496,1165,529)
directory-entry: — H., beim Strohhause 31d, ✉ 5 xyxy=(155,1777,357,1792)
directory-entry: ⊙ Stöven & Hass, IR, Viehcommissionäre, BCto: H.- u. V.-B., ☎ II, 1196, Schanzenstr. 117, ✉ 6 xyxy=(495,1319,825,1352)
directory-entry: — August, Arbtr., Kreuzbrook 31, ✉ 35 xyxy=(835,1484,1077,1499)
directory-entry: ⊙ G. Stöver, IR, Couleurfabrik en gros u. Export, BCto: Vereinsb., ☎ III, 364, Heinrich Hertz-Str. 129, ✉ 21. Siehe auch Geschäfts- u. Berufszweige (III) unter: Couleur f. Bier u. Spirituosen (Fabrik) xyxy=(495,1575,825,1645)
directory-entry: Stöling,G.,Maschinist,Frankenstr.1,✉15 xyxy=(155,221,403,236)
directory-entry: Stoffel, Ludwig, Klempner und Mechaniker, Bachstr. 64, ✉ 21 xyxy=(835,1301,1165,1334)
directory-entry: — G., Stresowstr. 63, Hths., ✉ 27 xyxy=(495,1649,702,1664)
directory-entry: Stoff, Franz, Schneider, Eilbeckerweg 143, ✉ 23 xyxy=(835,1209,1136,1224)
directory-entry: ⊙ J. W. Stöver, IR, Möbelfabrik, BCto: Fil. d. DresdnerB., ☎ II, 527, Mercurstr. 13–17, ✉ 6, Wohn: Moltkestr. 41, ✉ 30 xyxy=(835,203,1165,255)
directory-entry: — Carl, Arbtr., Bramfelderstr. 81, H. 6, ✉ 33 xyxy=(155,990,432,1005)
